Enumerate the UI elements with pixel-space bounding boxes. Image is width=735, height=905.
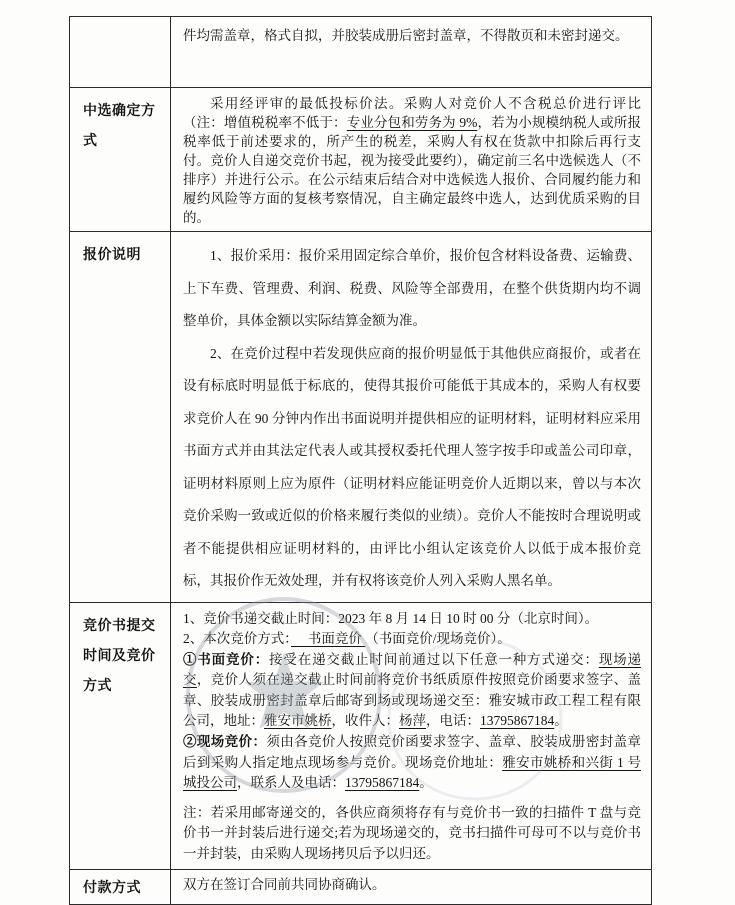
text-run: （书面竞价/现场竞价）。 [365,631,511,647]
row-quotation-notes-content [171,232,652,603]
text-run: 2、在竞价过程中若发现供应商的报价明显低于其他供应商报价，或者在设有标底时明显低于标底的，使得其报价可能低于其成本的，采购人有权要求竞价人在 90 分钟内作出书面说明并提供相应的证明材料，证明材料应采用书面方式并由其法定代表人或其授权委托代理人签字按手印或盖公司印章，证明材料原则上应为原件（证明材料应能证明竞价人近期以来，曾以与本次竞价采购一致或近似的价格来履行类似的业绩）。竞价人不能按时合理说明或者不能提供相应证明材料的，由评比小组认定该竞价人以低于成本报价竞标，其报价作无效处理，并有权将该竞价人列入采购人黑名单。 [183,345,641,588]
row-selection-method-content [171,88,652,232]
text-run: 注：若采用邮寄递交的，各供应商须将存有与竞价书一致的扫描件 T 盘与竞价书一并封装后进行递交;若为现场递交的，竞书扫描件可母可不以与竞价书一并封装，由采购人现场拷贝后予以归还。 [183,804,641,862]
text-run: 双方在签订合同前共同协商确认。 [183,876,386,892]
paragraph [183,94,641,227]
bold-text: ①书面竞价： [183,651,270,667]
procurement-bid-table [69,16,652,905]
row-payment-method-content [171,869,652,904]
text-run: 。 [419,775,433,791]
row-quotation-notes-header: 报价说明 [70,232,171,603]
bold-text: ②现场竞价： [183,734,267,750]
paragraph [183,25,641,47]
text-run: ，若为小规模纳税人或所报税率低于前述要求的，所产生的税差，采购人有权在货款中扣除后再行支付。竞价人自递交竞价书起，视为接受此要约），确定前三名中选候选人（不排序）并进行公示。在公示结束后结合对中选候选人报价、合同履约能力和履约风险等方面的复核考察情况，自主确定最终中选人，达到优质采购的目的。 [183,115,642,225]
row-submission-time-and-method-header: 竞价书提交时间及竞价方式 [70,602,171,869]
paragraph [183,650,641,732]
row-submission-time-and-method [70,602,652,869]
paragraph [183,732,641,794]
row-payment-method [70,869,652,904]
row-continued-requirements [70,17,652,88]
paragraph [183,609,641,630]
row-continued-requirements-header [70,17,171,88]
underlined-text: 杨萍 [399,713,426,729]
text-run: 1、竞价书递交截止时间：2023 年 8 月 14 日 10 时 00 分（北京时间）。 [183,610,599,626]
paragraph [183,803,641,865]
bid-table-body [70,17,652,905]
text-run: 。 [554,713,568,729]
row-continued-requirements-content [171,17,652,88]
row-submission-time-and-method-content [171,602,652,869]
text-run: 件均需盖章，格式自拟，并胶装成册后密封盖章，不得散页和未密封递交。 [183,28,629,43]
paragraph [183,338,641,598]
text-run: ，收件人： [331,713,399,729]
underlined-text: 雅安市姚桥和兴街 1 号城投公司 [183,754,642,791]
text-run: 采用经评审的最低投标价法。采购人对竞价人不含税总价进行评比（注：增值税税率不低于： [183,96,641,130]
text-run: 接受在递交截止时间前通过以下任意一种方式递交： [269,651,599,667]
text-run: ，竞价人须在递交截止时间前将竞价书纸质原件按照竞价函要求签字、盖章、胶装成册密封盖章后邮寄到场或现场递交至：雅安城市政工程工程有限公司，地址： [183,672,641,729]
text-run: 2、本次竞价方式： [183,631,291,647]
row-selection-method [70,88,652,232]
paragraph [183,875,641,895]
underlined-text: 现场递交 [183,651,642,688]
text-run: ，联系人及电话： [237,775,345,791]
underlined-text: 书面竞价 [291,631,366,647]
underlined-text: 13795867184 [345,775,420,791]
text-run: 须由各竞价人按照竞价函要求签字、盖章、胶装成册密封盖章后到采购人指定地点现场参与竞价。现场竞价地址： [183,734,641,770]
text-run: ，电话： [426,713,480,729]
underlined-text: 13795867184 [480,713,555,729]
row-payment-method-header: 付款方式 [70,869,171,904]
row-selection-method-header: 中选确定方式 [70,88,171,232]
paragraph [183,240,641,338]
underlined-text: 雅安市姚桥 [264,713,332,729]
text-run: 1、报价采用：报价采用固定综合单价，报价包含材料设备费、运输费、上下车费、管理费、利润、税费、风险等全部费用，在整个供货期内均不调整单价，具体金额以实际结算金额为准。 [183,248,641,328]
paragraph [183,629,641,650]
row-quotation-notes [70,232,652,603]
underlined-text: 专业分包和劳务为 9% [346,115,478,130]
scanned-document-page [0,16,735,896]
